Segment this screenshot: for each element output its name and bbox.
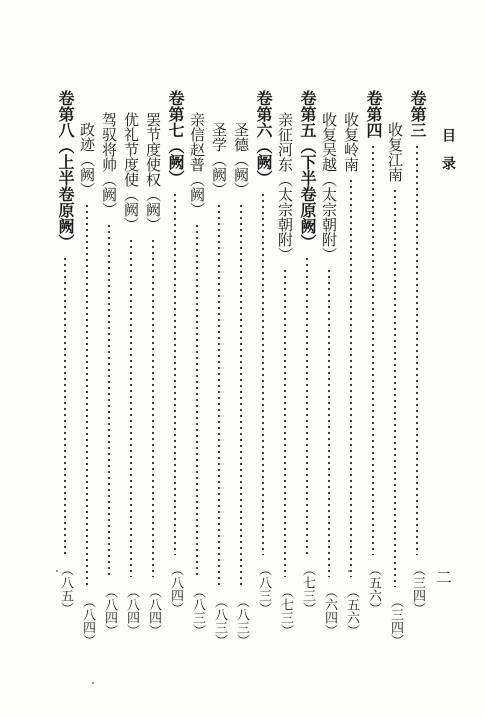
dot-leader <box>174 192 176 555</box>
toc-entry-page: （八三） <box>256 563 271 615</box>
toc-entry-title: 卷第六（阙） <box>254 90 273 186</box>
toc-entry-title: 政迹（阙） <box>78 122 96 197</box>
toc-entry-title: 亲征河东（太宗朝附） <box>276 112 294 262</box>
toc-entry-page: （六四） <box>322 585 337 637</box>
toc-entry <box>406 90 428 615</box>
toc-entry <box>252 90 274 615</box>
toc-entry-title: 优礼节度使（阙） <box>122 112 140 232</box>
dot-leader <box>284 268 286 577</box>
toc-entry <box>98 112 120 637</box>
toc-entry-title: 罢节度使权（阙） <box>144 112 162 232</box>
toc-entry <box>296 90 318 615</box>
page-number: 二 <box>436 568 453 587</box>
dot-leader <box>86 203 88 587</box>
toc-entry-title: 收复江南 <box>386 122 404 182</box>
toc-entry <box>274 112 296 637</box>
scan-speck <box>56 570 58 572</box>
toc-entry <box>186 112 208 637</box>
toc-entry-title: 收复岭南 <box>342 112 360 172</box>
toc-entry-page: （五六） <box>344 585 359 637</box>
dot-leader <box>64 256 66 555</box>
toc-entry <box>318 112 340 637</box>
toc-entry <box>120 112 142 637</box>
toc-entry-page: （三四） <box>388 595 403 647</box>
toc-entry-title: 圣学（阙） <box>210 122 228 197</box>
toc-entry-page: （八三） <box>234 595 249 647</box>
toc-entry-page: （八三） <box>212 595 227 647</box>
dot-leader <box>130 238 132 577</box>
toc-entry-title: 亲信赵普（阙） <box>188 112 206 217</box>
toc-entry-page: （三四） <box>410 563 425 615</box>
toc-entry-page: （八三） <box>190 585 205 637</box>
toc-entry <box>164 90 186 615</box>
dot-leader <box>108 223 110 577</box>
toc-entry-title: 驾驭将帅（阙） <box>100 112 118 217</box>
toc-entry-page: （八五） <box>58 563 73 615</box>
toc-entry-title: 卷第八（上半卷原阙） <box>56 90 75 250</box>
toc-entry-title: 卷第七（阙） <box>166 90 185 186</box>
toc-entry-title: 卷第四 <box>364 90 383 138</box>
toc-entry <box>384 122 406 647</box>
dot-leader <box>262 192 264 555</box>
toc-entry-page: （八四） <box>168 563 183 615</box>
dot-leader <box>394 188 396 587</box>
toc-entry <box>76 122 98 647</box>
toc-entry <box>54 90 76 615</box>
toc-entry <box>142 112 164 637</box>
dot-leader <box>328 268 330 577</box>
dot-leader <box>240 203 242 587</box>
dot-leader <box>152 238 154 577</box>
dot-leader <box>416 144 418 555</box>
toc-entry-page: （八四） <box>124 585 139 637</box>
toc-entry-title: 卷第五（下半卷原阙） <box>298 90 317 250</box>
toc-entry-title: 收复吴越（太宗朝附） <box>320 112 338 262</box>
toc-entry-page: （五六） <box>366 563 381 615</box>
page-header-title: 目录 <box>440 128 456 184</box>
toc-entry-page: （八四） <box>80 595 95 647</box>
scan-speck <box>348 570 350 572</box>
toc-entry <box>208 122 230 647</box>
dot-leader <box>196 223 198 577</box>
toc-entry-page: （八四） <box>102 585 117 637</box>
scan-speck <box>92 682 94 684</box>
dot-leader <box>306 256 308 555</box>
toc-entry-page: （八四） <box>146 585 161 637</box>
toc-entry-title: 圣德（阙） <box>232 122 250 197</box>
toc-entry-title: 卷第三 <box>408 90 427 138</box>
dot-leader <box>350 178 352 577</box>
dot-leader <box>218 203 220 587</box>
toc-entry <box>340 112 362 637</box>
toc-entry-page: （七三） <box>278 585 293 637</box>
toc-entry-page: （七三） <box>300 563 315 615</box>
toc-entry <box>230 122 252 647</box>
toc-entry <box>362 90 384 615</box>
dot-leader <box>372 144 374 555</box>
